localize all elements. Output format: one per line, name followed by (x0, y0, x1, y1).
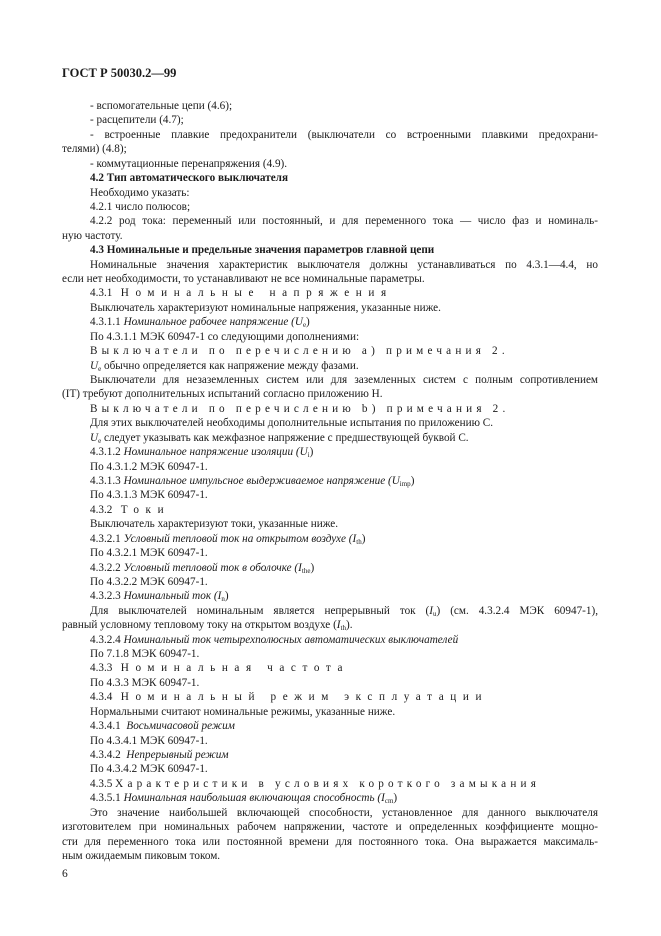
text-line: По 4.3.1.2 МЭК 60947-1. (90, 460, 208, 473)
subsection-heading: 4.3.2.4 Номинальный ток четырехполюсных автоматических выключателей (90, 633, 459, 646)
text-line: По 4.3.1.1 МЭК 60947-1 со следующими дополнениями: (90, 330, 360, 343)
subsection-heading: 4.3.1.3 Номинальное импульсное выдерживаемое напряжение $(U_{imp})$ (90, 474, 415, 488)
text-line: $U_e$ следует указывать как межфазное напряжение с предшествующей буквой С. (90, 431, 469, 445)
text-line: - расцепители (4.7); (90, 114, 184, 127)
text-line: если нет необходимости, то устанавливают не все номинальные параметры. (62, 273, 425, 286)
text-line: Выключатель характеризуют номинальные напряжения, указанные ниже. (90, 301, 441, 314)
subsection-heading: 4.3.1.1 Номинальное рабочее напряжение $(U_e)$ (90, 316, 310, 330)
text-line: По 4.3.3 МЭК 60947-1. (90, 676, 200, 689)
subsection-heading: 4.3.4.2 Непрерывный режим (90, 748, 229, 761)
text-line: Для выключателей номинальным является непрерывный ток $(I_u)$ (см. 4.3.2.4 МЭК 60947-1), (90, 604, 598, 618)
text-line: 4.2.1 число полюсов; (90, 200, 191, 213)
subsection-heading: 4.3.5 Характеристики в условиях короткого замыкания (90, 777, 541, 790)
text-line: (IT) требуют дополнительных испытаний согласно приложению Н. (62, 388, 383, 401)
text-line: Необходимо указать: (90, 186, 190, 199)
subsection-heading: 4.3.2.3 Номинальный ток $(I_n)$ (90, 590, 229, 604)
text-line: изготовителем при номинальных рабочем напряжении, частоте и определенных коэффициенте мощно- (62, 821, 598, 834)
text-line: сти для переменного тока или постоянной времени для постоянного тока. Она выражается максималь- (62, 835, 598, 848)
text-line: По 7.1.8 МЭК 60947-1. (90, 648, 200, 661)
text-line: По 4.3.2.2 МЭК 60947-1. (90, 575, 208, 588)
text-line: телями) (4.8); (62, 143, 127, 156)
text-line: Выключатели для незаземленных систем или для заземленных систем с полным сопротивлением (90, 374, 598, 387)
text-line: ную частоту. (62, 229, 123, 242)
text-line: Для этих выключателей необходимы дополнительные испытания по приложению С. (90, 417, 494, 430)
section-heading: 4.3 Номинальные и предельные значения параметров главной цепи (90, 244, 435, 257)
document-header: ГОСТ Р 50030.2—99 (62, 66, 177, 80)
text-line: Номинальные значения характеристик выключателя должны устанавливаться по 4.3.1—4.4, но (90, 258, 598, 271)
text-line: Это значение наибольшей включающей способности, установленное для данного выключателя (90, 806, 598, 819)
text-line: По 4.3.1.3 МЭК 60947-1. (90, 489, 208, 502)
subsection-heading: 4.3.2 Токи (90, 503, 171, 516)
text-line: Выключатели по перечислению b) примечания 2. (90, 402, 510, 415)
text-line: По 4.3.4.2 МЭК 60947-1. (90, 763, 208, 776)
text-line: Выключатели по перечислению а) примечания 2. (90, 345, 509, 358)
subsection-heading: 4.3.1 Номинальные напряжения (90, 287, 393, 300)
text-line: равный условному тепловому току на открытом воздухе $(I_{th})$. (62, 619, 353, 633)
text-line: - коммутационные перенапряжения (4.9). (90, 157, 288, 170)
text-line: 4.2.2 род тока: переменный или постоянный, и для переменного тока — число фаз и номиналь- (90, 215, 598, 228)
subsection-heading: 4.3.4 Номинальный режим эксплуатации (90, 691, 489, 704)
text-line: По 4.3.2.1 МЭК 60947-1. (90, 547, 208, 560)
text-line: $U_e$ обычно определяется как напряжение между фазами. (90, 359, 359, 373)
subsection-heading: 4.3.1.2 Номинальное напряжение изоляции $(U_i)$ (90, 446, 314, 460)
subsection-heading: 4.3.3 Номинальная частота (90, 662, 350, 675)
document-body (62, 99, 598, 863)
section-heading: 4.2 Тип автоматического выключателя (90, 172, 289, 185)
text-line: Выключатель характеризуют токи, указанные ниже. (90, 518, 339, 531)
text-line: - встроенные плавкие предохранители (выключатели со встроенными плавкими предохрани- (90, 128, 598, 141)
text-line: - вспомогательные цепи (4.6); (90, 100, 233, 112)
subsection-heading: 4.3.2.2 Условный тепловой ток в оболочке $(I_{the})$ (90, 561, 315, 575)
text-line: ным ожидаемым пиковым током. (62, 849, 221, 862)
subsection-heading: 4.3.4.1 Восьмичасовой режим (90, 720, 235, 733)
page-number: 6 (62, 868, 68, 880)
subsection-heading: 4.3.2.1 Условный тепловой ток на открытом воздухе $(I_{th})$ (90, 532, 366, 546)
text-line: По 4.3.4.1 МЭК 60947-1. (90, 734, 208, 747)
subsection-heading: 4.3.5.1 Номинальная наибольшая включающая способность $(I_{cm})$ (90, 792, 398, 806)
text-line: Нормальными считают номинальные режимы, указанные ниже. (90, 705, 396, 718)
